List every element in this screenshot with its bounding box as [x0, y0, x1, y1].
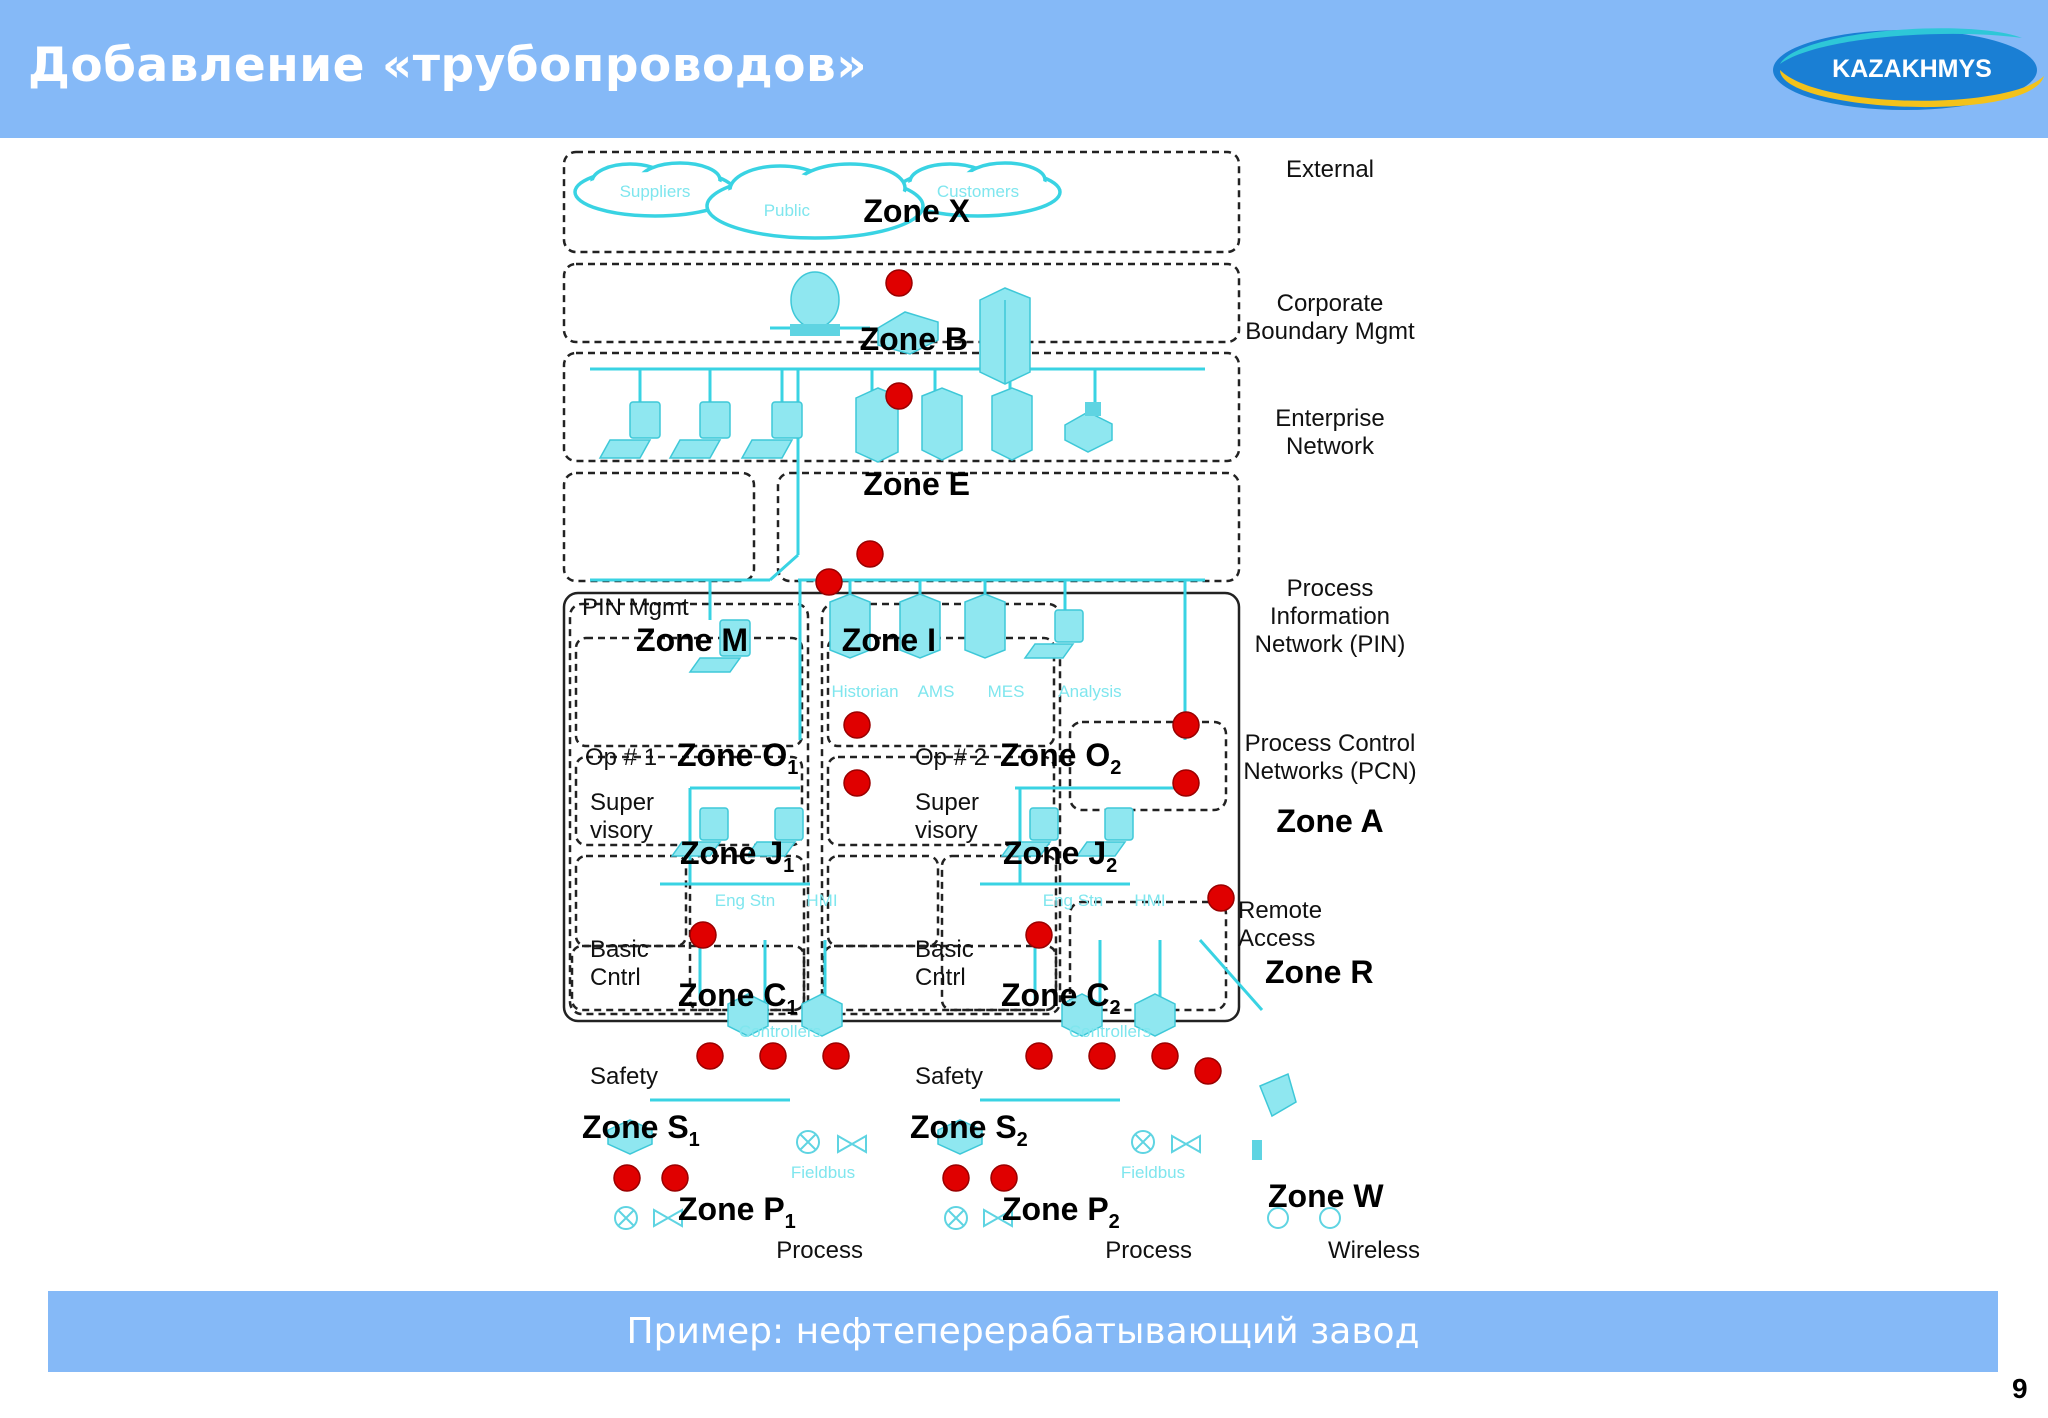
- label-supervisory2-line2: visory: [915, 817, 978, 844]
- label-pin-line2: Information: [1269, 603, 1391, 630]
- label-fieldbus-2: Fieldbus: [1120, 1163, 1186, 1182]
- zone-c2-label: Zone $C_2$: [1001, 977, 1121, 1019]
- device-label-controllers-1: Controllers: [738, 1022, 822, 1041]
- label-op1: Op # 1: [585, 744, 658, 771]
- conduit-j1-c1: [690, 922, 716, 948]
- label-safety1: Safety: [590, 1063, 659, 1090]
- conduit-o2-j2: [1173, 770, 1199, 796]
- device-label-hmi-1: HMI: [806, 891, 838, 910]
- label-pin-mgmt: PIN Mgmt: [582, 594, 689, 621]
- label-pin-line3: Network (PIN): [1254, 631, 1406, 658]
- printer-icon: [1065, 402, 1112, 452]
- zone-i-label: Zone I: [841, 622, 936, 658]
- label-remote-line2: Access: [1238, 925, 1316, 952]
- zone-e-label: Zone E: [863, 466, 970, 502]
- conduit-c1-s1: [697, 1043, 723, 1069]
- wireless-antenna-icon: [1252, 1140, 1262, 1160]
- label-supervisory2-line1: Super: [915, 789, 980, 816]
- conduit-i-o1: [844, 712, 870, 738]
- transmitter-icon: [615, 1207, 637, 1229]
- label-wireless: Wireless: [1327, 1237, 1420, 1264]
- cloud-label-suppliers: Suppliers: [619, 182, 691, 201]
- conduit-o1-j1: [844, 770, 870, 796]
- label-op2: Op # 2: [915, 744, 988, 771]
- header-bar: [0, 0, 2048, 138]
- label-process2: Process: [1105, 1237, 1192, 1264]
- server-icon: [980, 288, 1030, 384]
- conduit-s2-p2-2: [991, 1165, 1017, 1191]
- label-external: External: [1285, 156, 1375, 183]
- analysis-workstation-icon: [1025, 610, 1083, 658]
- device-label-analysis: Analysis: [1058, 682, 1122, 701]
- conduit-e-i: [857, 541, 883, 567]
- label-pcn-line2: Networks (PCN): [1243, 758, 1417, 785]
- conduit-a-r: [1208, 885, 1234, 911]
- device-label-eng-stn-2: Eng Stn: [1042, 891, 1104, 910]
- zone-j2-label: Zone $J_2$: [1003, 835, 1118, 877]
- label-corporate-line2: Boundary Mgmt: [1245, 318, 1415, 345]
- label-fieldbus-1: Fieldbus: [790, 1163, 856, 1182]
- label-remote-line1: Remote: [1238, 897, 1323, 924]
- conduit-s2-p2-1: [943, 1165, 969, 1191]
- conduit-e-m: [816, 569, 842, 595]
- valve-icon: [838, 1136, 866, 1152]
- label-basic2-line2: Cntrl: [915, 964, 966, 991]
- cloud-label-customers: Customers: [936, 182, 1020, 201]
- label-supervisory1-line2: visory: [590, 817, 653, 844]
- slide-title: Добавление «трубопроводов»: [28, 38, 868, 93]
- conduit-s1-p1-1: [614, 1165, 640, 1191]
- zone-s1-label: Zone $S_1$: [582, 1109, 700, 1151]
- zone-m-boundary: [564, 473, 754, 581]
- conduit-c1-fieldbus-2: [823, 1043, 849, 1069]
- device-label-ams: AMS: [917, 682, 955, 701]
- mes-server-icon: [965, 594, 1005, 658]
- conduit-j2-c2: [1026, 922, 1052, 948]
- zone-o1-label: Zone $O_1$: [677, 737, 799, 779]
- zone-m-label: Zone M: [636, 622, 748, 658]
- transmitter-icon: [1132, 1131, 1154, 1153]
- label-pin-line1: Process: [1286, 575, 1374, 602]
- device-label-mes: MES: [987, 682, 1025, 701]
- device-label-hmi-2: HMI: [1134, 891, 1166, 910]
- conduit-c2-fieldbus-1: [1089, 1043, 1115, 1069]
- label-basic1-line1: Basic: [590, 936, 649, 963]
- cloud-label-public: Public: [763, 201, 810, 220]
- zone-i-boundary: [778, 473, 1239, 581]
- transmitter-icon: [945, 1207, 967, 1229]
- device-label-historian: Historian: [831, 682, 899, 701]
- conduit-c2-fieldbus-2: [1152, 1043, 1178, 1069]
- zone-s1-boundary: [576, 856, 686, 946]
- firewall-icon: [790, 272, 840, 336]
- zone-s2-label: Zone $S_2$: [910, 1109, 1028, 1151]
- label-process1: Process: [776, 1237, 863, 1264]
- zone-r-label: Zone R: [1265, 954, 1374, 990]
- workstation-icon: [742, 402, 802, 458]
- label-enterprise-line1: Enterprise: [1275, 405, 1385, 432]
- conduit-s1-p1-2: [662, 1165, 688, 1191]
- zone-c1-label: Zone $C_1$: [678, 977, 798, 1019]
- zone-w-label: Zone W: [1268, 1178, 1384, 1214]
- caption-text: Пример: нефтеперерабатывающий завод: [626, 1311, 1420, 1352]
- conduit-c2-s2: [1026, 1043, 1052, 1069]
- zone-p1-label: Zone $P_1$: [678, 1191, 796, 1233]
- remote-access-icon: [1260, 1074, 1296, 1116]
- page-number: 9: [2012, 1373, 2028, 1404]
- workstation-icon: [670, 402, 730, 458]
- workstation-icon: [600, 402, 660, 458]
- zone-b-label: Zone B: [859, 321, 968, 357]
- conduit-i-o2: [1173, 712, 1199, 738]
- zone-s2-boundary: [828, 856, 938, 946]
- label-enterprise-line2: Network: [1285, 433, 1375, 460]
- zone-p2-label: Zone $P_2$: [1002, 1191, 1120, 1233]
- zone-x-label: Zone X: [863, 193, 970, 229]
- conduit-x-b: [886, 270, 912, 296]
- label-basic2-line1: Basic: [915, 936, 974, 963]
- conduit-b-e: [886, 383, 912, 409]
- valve-icon: [1172, 1136, 1200, 1152]
- label-corporate-line1: Corporate: [1276, 290, 1384, 317]
- logo-text: KAZAKHMYS: [1832, 55, 1992, 83]
- server-icon: [992, 388, 1032, 460]
- label-basic1-line2: Cntrl: [590, 964, 641, 991]
- device-label-eng-stn-1: Eng Stn: [714, 891, 776, 910]
- security-zones-diagram: [560, 140, 1460, 1285]
- pin-mgmt-link: [770, 555, 798, 580]
- kazakhmys-logo: [1760, 14, 2048, 126]
- zone-a-label: Zone A: [1276, 803, 1384, 839]
- transmitter-icon: [797, 1131, 819, 1153]
- caption-bar: [48, 1291, 1998, 1372]
- conduit-c1-fieldbus-1: [760, 1043, 786, 1069]
- label-supervisory1-line1: Super: [590, 789, 655, 816]
- label-pcn-line1: Process Control: [1244, 730, 1416, 757]
- zone-o2-label: Zone $O_2$: [1000, 737, 1122, 779]
- device-label-controllers-2: Controllers: [1068, 1022, 1152, 1041]
- zone-j1-label: Zone $J_1$: [680, 835, 795, 877]
- conduit-c2-w: [1195, 1058, 1221, 1084]
- label-safety2: Safety: [915, 1063, 984, 1090]
- server-icon: [922, 388, 962, 460]
